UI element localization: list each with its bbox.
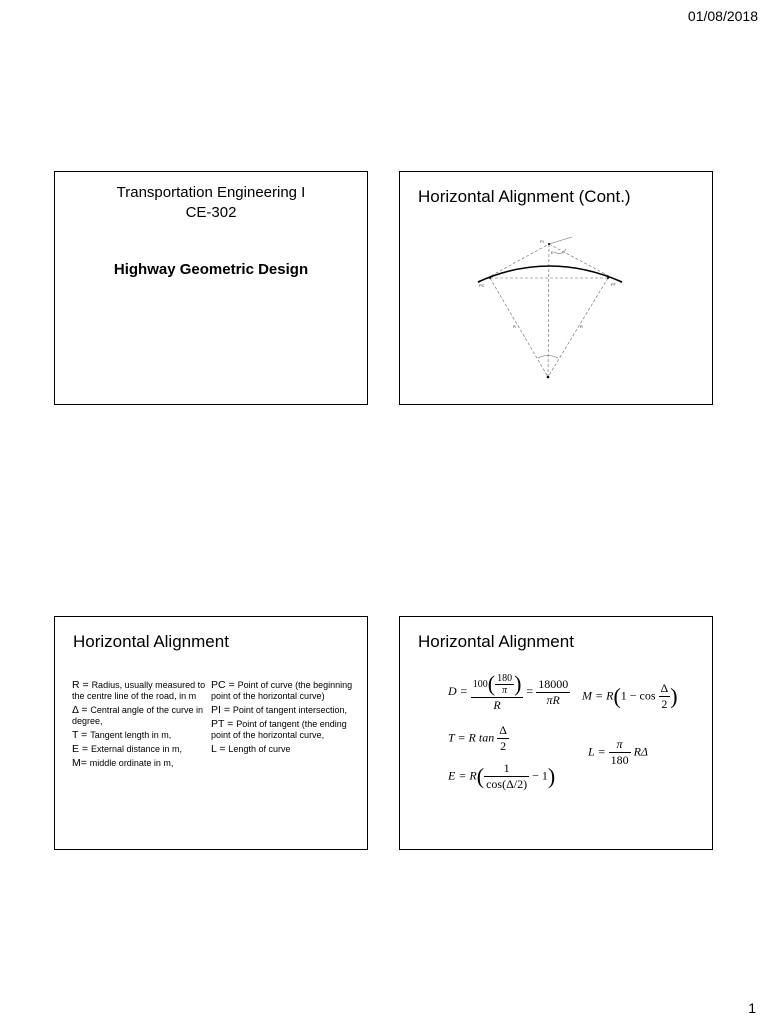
center-line — [548, 244, 549, 377]
slide-definitions — [54, 616, 368, 850]
radius-left-label: R — [513, 324, 516, 329]
pc-point — [489, 277, 491, 279]
formula-term: 180 — [610, 753, 629, 767]
formula-lhs: L = — [588, 744, 606, 759]
formula-fraction — [484, 761, 529, 792]
tangent-extension-line — [549, 237, 572, 244]
formula-fraction: 100( $\frac{180}{\pi}$ ) R — [472, 671, 522, 712]
pc-label: PC — [479, 283, 485, 288]
definition-term: L = — [211, 743, 229, 755]
course-code: CE-302 — [185, 204, 237, 221]
definitions-left-column — [72, 680, 210, 772]
definition-term: T = — [72, 729, 91, 741]
radius-right-line — [548, 278, 608, 377]
slide-curve-figure — [399, 171, 713, 405]
formula-term: Δ — [499, 723, 507, 737]
definition-text: Tangent length in m, — [90, 730, 172, 740]
definitions-right-column — [211, 680, 355, 758]
formula-fraction — [659, 681, 671, 712]
formula-lhs: D = — [448, 683, 468, 698]
formula-term: RΔ — [633, 744, 648, 759]
definition-text: Radius, usually measured to the centre line of the road, in m — [72, 680, 206, 701]
formula-term: 2 — [661, 697, 668, 711]
definition-item — [211, 719, 355, 741]
formula-term: cos(Δ/2) — [486, 777, 528, 791]
formula-fraction — [536, 677, 570, 708]
slide-subtitle: Highway Geometric Design — [113, 261, 309, 278]
course-heading — [55, 183, 367, 223]
slide-title-text: Horizontal Alignment (Cont.) — [418, 187, 631, 206]
definition-term: E = — [72, 743, 91, 755]
slide-title-text: Horizontal Alignment — [418, 632, 574, 651]
radius-right-label: R — [580, 324, 583, 329]
formula-fraction — [497, 723, 509, 754]
pi-point — [548, 243, 550, 245]
formula-equals: = — [526, 683, 534, 698]
formula-lhs: M = R — [582, 688, 614, 703]
definition-text: Central angle of the curve in degree, — [72, 705, 203, 726]
formula-term: 180 — [497, 672, 513, 684]
formula-term: π — [502, 684, 508, 696]
definition-text: Point of tangent intersection, — [232, 705, 347, 715]
formula-term: πR — [546, 692, 560, 707]
definition-term: M= — [72, 757, 90, 769]
definition-item — [72, 705, 210, 727]
formula-external-distance: E = R( $\frac{1}{\cos(\Delta/2)}$ − 1) — [448, 761, 556, 791]
slide-title — [54, 171, 368, 405]
definition-item — [211, 744, 355, 755]
definition-term: PC = — [211, 679, 238, 691]
curve-arc — [478, 266, 622, 282]
e-label: E — [551, 250, 554, 255]
formula-tangent-length — [448, 723, 509, 754]
slide-formulas — [399, 616, 713, 850]
formula-fraction — [609, 737, 631, 768]
definition-item — [72, 758, 210, 769]
formula-lhs: E = R — [448, 768, 477, 783]
definition-text: Point of curve (the beginning point of the horizontal curve) — [211, 680, 353, 701]
formula-term: π — [609, 737, 631, 753]
definition-text: External distance in m, — [90, 744, 183, 754]
formula-lhs: T = R tan — [448, 730, 495, 745]
definition-term: Δ = — [72, 704, 91, 716]
definition-item — [211, 680, 355, 702]
formula-term: 1 − cos — [620, 688, 656, 703]
page-number: 1 — [748, 1000, 756, 1016]
definition-item — [72, 730, 210, 741]
definition-text: Point of tangent (the ending point of the horizontal curve, — [211, 719, 347, 740]
formula-term: 2 — [500, 739, 507, 753]
pt-point — [607, 277, 609, 279]
definition-text: Length of curve — [228, 744, 291, 754]
pi-label: PI — [540, 239, 544, 244]
formula-term: 100 — [472, 678, 488, 690]
formula-term: 1 — [484, 761, 529, 777]
radius-left-line — [490, 278, 548, 377]
formula-term: 18000 — [538, 676, 569, 691]
definition-item — [211, 705, 355, 716]
horizontal-curve-diagram — [470, 236, 630, 386]
formula-middle-ordinate: M = R(1 − cos $\frac{\Delta}{2}$ ) — [582, 681, 678, 711]
header-date: 01/08/2018 — [687, 8, 758, 24]
definition-term: R = — [72, 679, 92, 691]
formula-term: Δ — [660, 681, 669, 695]
course-name: Transportation Engineering I — [116, 184, 306, 201]
definition-item — [72, 744, 210, 755]
pt-label: PT — [611, 282, 617, 287]
definition-term: PT = — [211, 718, 237, 730]
formula-term: R — [493, 698, 501, 712]
definition-text: middle ordinate in m, — [89, 758, 174, 768]
formula-term: − 1 — [532, 768, 548, 783]
definition-item — [72, 680, 210, 702]
slide-title-text: Horizontal Alignment — [73, 632, 229, 651]
formula-curve-length — [588, 737, 648, 768]
formula-degree-of-curve — [448, 671, 570, 713]
definition-term: PI = — [211, 704, 233, 716]
curve-center-point — [547, 376, 550, 379]
